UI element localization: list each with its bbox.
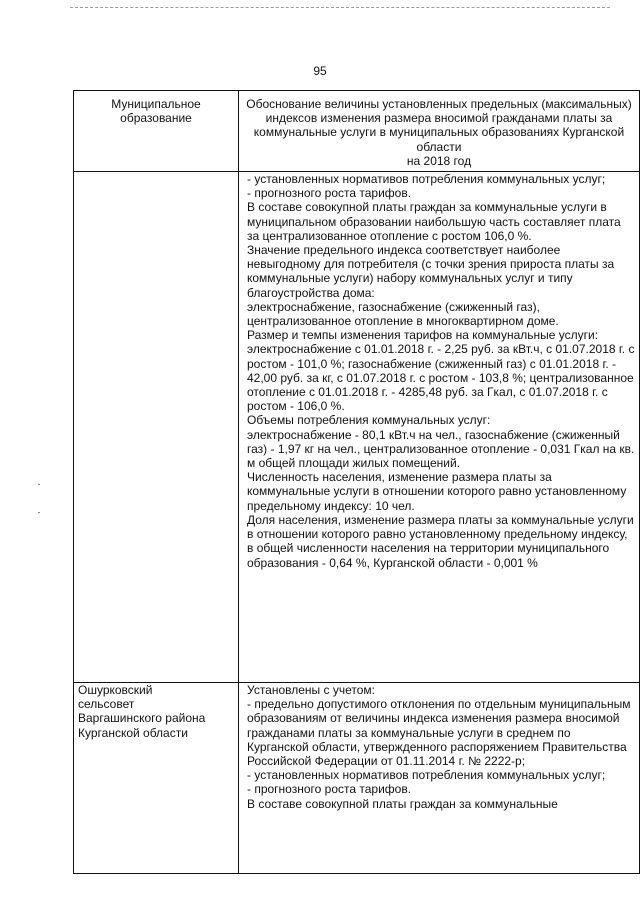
- margin-mark: [38, 512, 40, 513]
- margin-mark: [38, 484, 40, 485]
- header-justification-text: Обоснование величины установленных предельных (максимальных) индексов изменения размера вносимой гражданами платы за коммунальные услуги в муниципальных образованиях Курганской области на 2018 год: [246, 97, 632, 168]
- scan-edge-mark: [70, 7, 610, 8]
- header-municipality-text: Муниципальное образование: [111, 97, 201, 126]
- justification-cell: Установлены с учетом: - предельно допустимого отклонения по отдельным муниципальным образованиям от величины индекса изменения размера вносимой гражданами платы за коммунальные услуги в среднем по Курганской области, утвержденного распоряжением Правительства Российской Федерации от 01.11.2014 г. № 2222-р; - установленных нормативов потребления коммунальных услуг; - прогнозного роста тарифов. В составе совокупной платы граждан за коммунальные: [239, 683, 640, 874]
- table-row: [74, 172, 640, 683]
- justification-table: [73, 90, 640, 874]
- table-header-row: [74, 91, 640, 172]
- page-number: 95: [313, 64, 327, 78]
- justification-cell: - установленных нормативов потребления коммунальных услуг; - прогнозного роста тарифов. В составе совокупной платы граждан за коммунальные услуги в муниципальном образовании наибольшую часть составляет плата за централизованное отопление с ростом 106,0 %. Значение предельного индекса соответствует наиболее невыгодному для потребителя (с точки зрения прироста платы за коммунальные услуги) набору коммунальных услуг и типу благоустройства дома: электроснабжение, газоснабжение (сжиженный газ), централизованное отопление в многоквартирном доме. Размер и темпы изменения тарифов на коммунальные услуги: электроснабжение с 01.01.2018 г. - 2,25 руб. за кВт.ч, с 01.07.2018 г. с ростом - 101,0 %; газоснабжение (сжиженный газ) с 01.01.2018 г. - 42,00 руб. за кг, с 01.07.2018 г. с ростом - 103,8 %; централизованное отопление с 01.01.2018 г. - 4285,48 руб. за Гкал, с 01.07.2018 г. с ростом - 106,0 %. Объемы потребления коммунальных услуг: электроснабжение - 80,1 кВт.ч на чел., газоснабжение (сжиженный газ) - 1,97 кг на чел., централизованное отопление - 0,031 Гкал на кв. м общей площади жилых помещений. Численность населения, изменение размера платы за коммунальные услуги в отношении которого равно установленному предельному индексу: 10 чел. Доля населения, изменение размера платы за коммунальные услуги в отношении которого равно установленному предельному индексу, в общей численности населения на территории муниципального образования - 0,64 %, Курганской области - 0,001 %: [239, 172, 640, 683]
- municipality-cell: [74, 172, 239, 683]
- header-justification: [239, 91, 640, 172]
- header-municipality: [74, 91, 239, 172]
- municipality-cell: Ошурковский сельсовет Варгашинского района Курганской области: [74, 683, 239, 874]
- table-row: [74, 683, 640, 874]
